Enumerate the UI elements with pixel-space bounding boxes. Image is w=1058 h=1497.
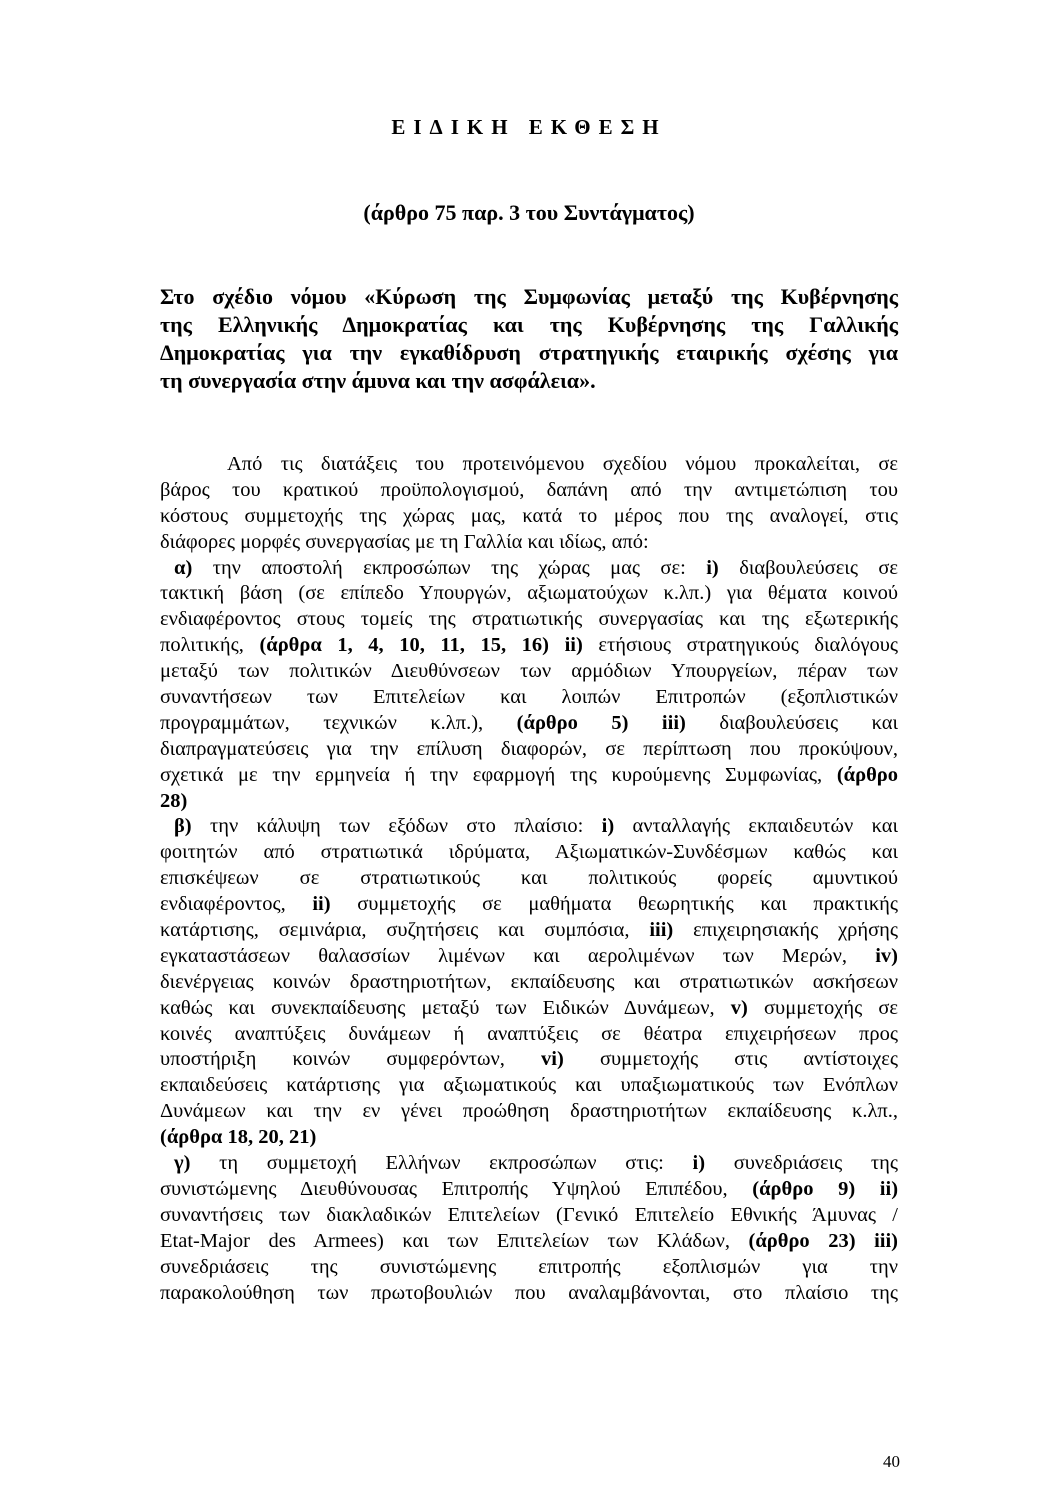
body-line: εκπαιδεύσεις κατάρτισης για αξιωματικούς και υπαξιωματικούς των Ενόπλων [160, 1074, 898, 1097]
article-reference: (άρθρα 1, 4, 10, 11, 15, 16) [259, 634, 550, 657]
item-marker-b: β) [174, 815, 192, 838]
body-line: εγκαταστάσεων θαλασσίων λιμένων και αερολιμένων των Μερών, iv) [160, 944, 898, 967]
body-line: προγραμμάτων, τεχνικών κ.λπ.), (άρθρο 5) iii) διαβουλεύσεις και [160, 711, 898, 734]
report-title: ΕΙΔΙΚΗ ΕΚΘΕΣΗ [391, 115, 667, 139]
body-line: διάφορες μορφές συνεργασίας με τη Γαλλία και ιδίως, από: [160, 530, 649, 553]
body-line: επισκέψεων σε στρατιωτικούς και πολιτικούς φορείς αμυντικού [160, 867, 898, 890]
body-line: Etat-Major des Armees) και των Επιτελείων των Κλάδων, (άρθρο 23) iii) [160, 1229, 899, 1252]
body-line: τακτική βάση (σε επίπεδο Υπουργών, αξιωματούχων κ.λπ.) για θέματα κοινού [160, 582, 898, 605]
body-line: α) την αποστολή εκπροσώπων της χώρας μας σε: i) διαβουλεύσεις σε [174, 556, 899, 579]
item-marker-c: γ) [174, 1152, 191, 1175]
body-line: μεταξύ των πολιτικών Διευθύνσεων των αρμόδιων Υπουργείων, πέραν των [160, 660, 898, 683]
body-line: συνεδριάσεις της συνιστώμενης επιτροπής εξοπλισμών για την [160, 1255, 898, 1278]
body-line: υποστήριξη κοινών συμφερόντων, vi) συμμετοχής στις αντίστοιχες [160, 1048, 899, 1071]
body-line: διαπραγματεύσεις για την επίλυση διαφορών, σε περίπτωση που προκύψουν, [160, 737, 898, 760]
body-line: φοιτητών από στρατιωτικά ιδρύματα, Αξιωματικών-Συνδέσμων καθώς και [160, 841, 898, 864]
body-line: 28) [160, 789, 188, 812]
body-line: Από τις διατάξεις του προτεινόμενου σχεδίου νόμου προκαλείται, σε [227, 453, 898, 475]
body-line: β) την κάλυψη των εξόδων στο πλαίσιο: i) ανταλλαγής εκπαιδευτών και [174, 815, 899, 838]
body-line: ενδιαφέροντος στους τομείς της στρατιωτικής συνεργασίας και της εξωτερικής [160, 608, 898, 631]
body-line: παρακολούθηση των πρωτοβουλιών που αναλαμβάνονται, στο πλαίσιο της [160, 1281, 898, 1304]
item-marker-a: α) [174, 556, 193, 579]
body-line: συνιστώμενης Διευθύνουσας Επιτροπής Υψηλού Επιπέδου, (άρθρο 9) ii) [160, 1177, 899, 1200]
page-number: 40 [883, 1452, 900, 1471]
heading-line: τη συνεργασία στην άμυνα και την ασφάλεια». [160, 368, 596, 393]
body-line: σχετικά με την ερμηνεία ή την εφαρμογή της κυρούμενης Συμφωνίας, (άρθρο [160, 763, 898, 786]
bill-heading [160, 283, 898, 395]
body-line: βάρος του κρατικού προϋπολογισμού, δαπάνη από την αντιμετώπιση του [160, 478, 898, 501]
body-line: συναντήσεις των διακλαδικών Επιτελείων (Γενικό Επιτελείο Εθνικής Άμυνας / [160, 1203, 898, 1226]
body-line: Δυνάμεων και την εν γένει προώθηση δραστηριοτήτων εκπαίδευσης κ.λπ., [160, 1100, 898, 1123]
body-line: κόστους συμμετοχής της χώρας μας, κατά το μέρος που της αναλογεί, στις [160, 504, 898, 527]
body-line [160, 1125, 898, 1151]
article-reference: (άρθρο 23) [748, 1229, 856, 1252]
heading-line: Στο σχέδιο νόμου «Κύρωση της Συμφωνίας μεταξύ της Κυβέρνησης [160, 284, 898, 309]
body-line: γ) τη συμμετοχή Ελλήνων εκπροσώπων στις: i) συνεδριάσεις της [174, 1152, 898, 1175]
article-reference: (άρθρο [836, 763, 898, 786]
body-line: διενέργειας κοινών δραστηριοτήτων, εκπαίδευσης και στρατιωτικών ασκήσεων [160, 970, 898, 993]
body-line: κοινές αναπτύξεις δυνάμεων ή αναπτύξεις σε θέατρα επιχειρήσεων προς [160, 1022, 898, 1045]
body-line: πολιτικής, (άρθρα 1, 4, 10, 11, 15, 16) ii) ετήσιους στρατηγικούς διαλόγους [160, 634, 899, 657]
report-subtitle: (άρθρο 75 παρ. 3 του Συντάγματος) [363, 200, 695, 225]
heading-line: της Ελληνικής Δημοκρατίας και της Κυβέρνησης της Γαλλικής [160, 312, 898, 337]
report-body [160, 452, 898, 1306]
heading-line: Δημοκρατίας για την εγκαθίδρυση στρατηγικής εταιρικής σχέσης για [160, 340, 898, 365]
body-line: καθώς και συνεκπαίδευσης μεταξύ των Ειδικών Δυνάμεων, v) συμμετοχής σε [160, 996, 899, 1019]
article-reference: (άρθρο 9) [752, 1177, 856, 1200]
body-line: συναντήσεων των Επιτελείων και λοιπών Επιτροπών (εξοπλιστικών [160, 686, 898, 709]
body-line: κατάρτισης, σεμινάρια, συζητήσεις και συμπόσια, iii) επιχειρησιακής χρήσης [160, 919, 899, 942]
article-reference: (άρθρο 5) [516, 711, 629, 734]
article-reference: (άρθρα 18, 20, 21) [160, 1126, 317, 1149]
body-line: ενδιαφέροντος, ii) συμμετοχής σε μαθήματα θεωρητικής και πρακτικής [160, 893, 899, 916]
